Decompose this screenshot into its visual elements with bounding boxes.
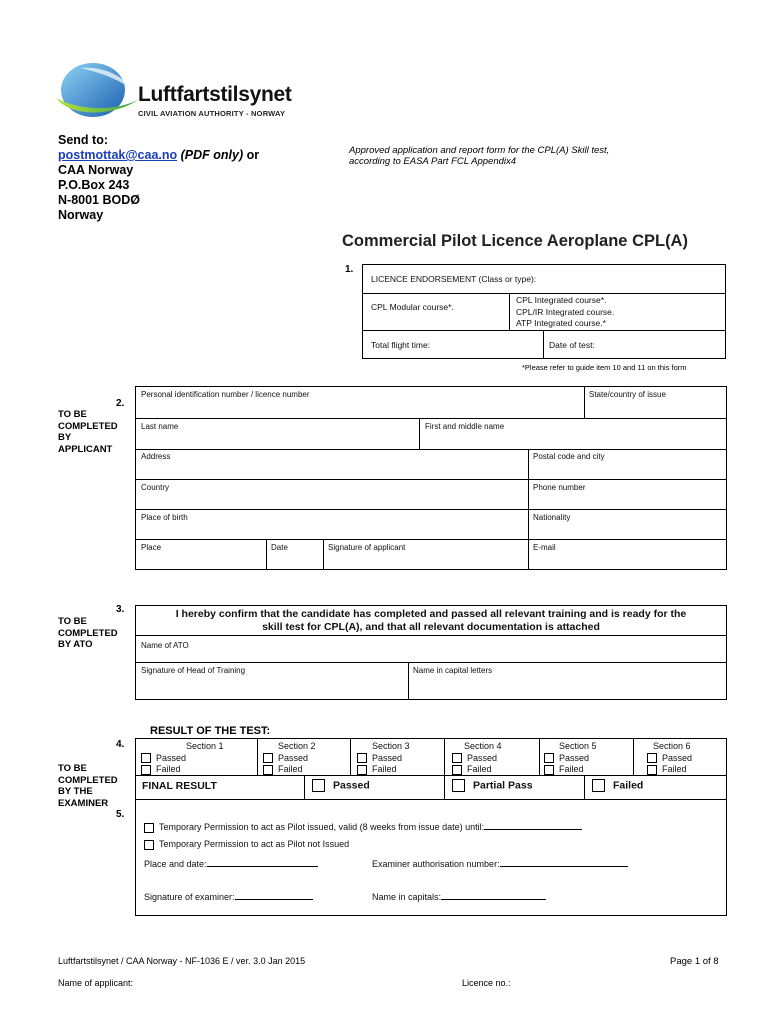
date-field[interactable]: Date (271, 543, 288, 552)
checkbox[interactable] (544, 753, 554, 763)
first-name-field[interactable]: First and middle name (425, 422, 505, 431)
checkbox[interactable] (452, 765, 462, 775)
temp-permission-not-issued-option[interactable] (144, 839, 349, 850)
section-label: Section 5 (559, 741, 597, 751)
integrated-option: CPL/IR Integrated course. (516, 306, 615, 317)
address-line: Norway (58, 208, 104, 222)
ato-confirmation (136, 608, 726, 634)
section-2-side-label (58, 409, 118, 455)
failed-option[interactable] (452, 764, 538, 776)
name-capitals-label: Name in capitals: (372, 892, 442, 902)
applicant-table (135, 386, 727, 570)
address-field[interactable]: Address (141, 452, 171, 461)
passed-label: Passed (278, 752, 309, 763)
failed-label: Failed (662, 764, 687, 774)
passed-label: Passed (372, 752, 403, 763)
passed-option[interactable] (544, 753, 632, 765)
side-label-line: BY THE (58, 786, 93, 797)
brand-subtitle: CIVIL AVIATION AUTHORITY - NORWAY (138, 109, 286, 118)
side-label-line: COMPLETED (58, 774, 118, 786)
modular-course-label: CPL Modular course (371, 302, 449, 312)
postal-code-field[interactable]: Postal code and city (533, 452, 605, 461)
place-date-line[interactable] (207, 858, 318, 867)
passed-option[interactable] (141, 753, 256, 765)
examiner-number-line[interactable] (500, 858, 628, 867)
total-flight-time-field[interactable]: Total flight time: (371, 340, 431, 350)
section-3-number: 3. (116, 604, 125, 615)
side-label-line: COMPLETED (58, 420, 118, 432)
temp-issued-label: Temporary Permission to act as Pilot issued, valid (8 weeks from issue date) until: (159, 822, 485, 832)
checkbox[interactable] (647, 753, 657, 763)
ato-table (135, 605, 727, 700)
checkbox[interactable] (452, 779, 465, 792)
passed-option[interactable] (639, 753, 725, 765)
examiner-signature-field[interactable] (144, 891, 313, 902)
section-4-result (452, 741, 538, 776)
examiner-table (135, 738, 727, 916)
side-label-line: APPLICANT (58, 443, 113, 455)
name-in-capitals-field[interactable] (372, 891, 546, 902)
send-to-block (58, 133, 259, 223)
failed-option[interactable] (639, 764, 725, 776)
ato-name-field[interactable]: Name of ATO (141, 641, 189, 650)
checkbox[interactable] (592, 779, 605, 792)
passed-label: Passed (662, 752, 693, 763)
failed-label: Failed (156, 764, 181, 774)
section-label: Section 2 (278, 741, 316, 751)
checkbox[interactable] (141, 765, 151, 775)
side-label-line: TO BE (58, 616, 87, 627)
country-field[interactable]: Country (141, 483, 170, 492)
personal-id-field[interactable]: Personal identification number / licence number (141, 390, 310, 399)
side-label-line: BY ATO (58, 639, 93, 650)
failed-option[interactable] (141, 764, 256, 776)
section-1-footnote: *Please refer to guide item 10 and 11 on this form (522, 363, 687, 372)
footer-document-id: Luftfartstilsynet / CAA Norway - NF-1036 E / ver. 3.0 Jan 2015 (58, 956, 306, 966)
section-2-number: 2. (116, 398, 125, 409)
side-label-line: TO BE (58, 763, 87, 774)
approved-line: Approved application and report form for the CPL(A) Skill test, (349, 145, 610, 156)
examiner-number-label: Examiner authorisation number: (372, 859, 500, 869)
failed-option[interactable] (544, 764, 632, 776)
approved-line: according to EASA Part FCL Appendix4 (349, 156, 517, 167)
integrated-course-options[interactable] (516, 295, 614, 330)
section-6-result (639, 741, 725, 776)
approved-text (349, 145, 609, 167)
section-label: Section 3 (372, 741, 410, 751)
checkbox[interactable] (263, 753, 273, 763)
section-label: Section 6 (653, 741, 691, 751)
page-title: Commercial Pilot Licence Aeroplane CPL(A) (342, 232, 688, 250)
temp-permission-issued-option[interactable] (144, 821, 582, 833)
failed-label: Failed (467, 764, 492, 774)
pdf-only-note: (PDF only) (180, 148, 244, 162)
side-label-line: TO BE (58, 409, 87, 420)
last-name-field[interactable]: Last name (141, 422, 179, 431)
final-result-label: FINAL RESULT (142, 780, 217, 792)
passed-label: Passed (559, 752, 590, 763)
section-1-number: 1. (345, 264, 354, 275)
page-number: Page 1 of 8 (670, 956, 719, 967)
email-field[interactable]: E-mail (533, 543, 556, 552)
valid-until-line[interactable] (484, 821, 582, 830)
passed-label: Passed (156, 752, 187, 763)
email-link[interactable]: postmottak@caa.no (58, 148, 178, 162)
checkbox[interactable] (357, 753, 367, 763)
checkbox[interactable] (452, 753, 462, 763)
failed-label: Failed (559, 764, 584, 774)
temp-not-issued-label: Temporary Permission to act as Pilot not Issued (159, 839, 350, 849)
side-label-line: COMPLETED (58, 627, 118, 639)
partial-pass-option[interactable] (452, 779, 533, 792)
place-of-birth-field[interactable]: Place of birth (141, 513, 188, 522)
final-passed-option[interactable] (312, 779, 370, 792)
failed-label: Failed (278, 764, 303, 774)
passed-label: Passed (467, 752, 498, 763)
modular-course-option[interactable]: CPL Modular course*. (371, 302, 454, 312)
place-and-date-field[interactable] (144, 858, 318, 869)
integrated-option: CPL Integrated course*. (516, 295, 607, 305)
confirmation-line: I hereby confirm that the candidate has completed and passed all relevant training and is ready for the (175, 608, 687, 620)
final-failed-option[interactable] (592, 779, 643, 792)
section-5-result (544, 741, 632, 776)
section-1-table (362, 264, 726, 359)
examiner-signature-line[interactable] (235, 891, 313, 900)
passed-option[interactable] (263, 753, 349, 765)
section-2-result (263, 741, 349, 776)
section-label: Section 4 (464, 741, 502, 751)
checkbox[interactable] (141, 753, 151, 763)
capital-name-field[interactable]: Name in capital letters (413, 666, 493, 675)
checkbox[interactable] (357, 765, 367, 775)
globe-swoosh-logo-icon (50, 60, 140, 130)
section-3-result (357, 741, 443, 776)
phone-field[interactable]: Phone number (533, 483, 586, 492)
name-capitals-line[interactable] (441, 891, 546, 900)
partial-pass-label: Partial Pass (473, 779, 533, 792)
address-line: N-8001 BODØ (58, 193, 140, 207)
checkbox[interactable] (144, 823, 154, 833)
checkbox[interactable] (647, 765, 657, 775)
section-label: Section 1 (186, 741, 224, 751)
final-failed-label: Failed (613, 779, 644, 792)
nationality-field[interactable]: Nationality (533, 513, 571, 522)
footer-applicant-name[interactable]: Name of applicant: (58, 978, 134, 988)
or-text: or (246, 148, 260, 162)
send-to-label: Send to: (58, 133, 108, 147)
final-passed-label: Passed (333, 779, 370, 792)
result-title: RESULT OF THE TEST: (150, 725, 271, 737)
passed-option[interactable] (357, 753, 443, 765)
failed-option[interactable] (357, 764, 443, 776)
section-4-number: 4. (116, 739, 125, 750)
checkbox[interactable] (544, 765, 554, 775)
head-of-training-signature-field[interactable]: Signature of Head of Training (141, 666, 246, 675)
integrated-option: ATP Integrated course.* (516, 318, 606, 328)
examiner-number-field[interactable] (372, 858, 628, 869)
failed-label: Failed (372, 764, 397, 774)
date-of-test-field[interactable]: Date of test: (549, 340, 595, 350)
section-5-number: 5. (116, 809, 125, 820)
licence-endorsement-label[interactable]: LICENCE ENDORSEMENT (Class or type): (371, 274, 537, 284)
checkbox[interactable] (144, 840, 154, 850)
brand-name: Luftfartstilsynet (138, 83, 292, 106)
failed-option[interactable] (263, 764, 349, 776)
checkbox[interactable] (263, 765, 273, 775)
place-field[interactable]: Place (141, 543, 162, 552)
applicant-signature-field[interactable]: Signature of applicant (328, 543, 406, 552)
examiner-signature-label: Signature of examiner: (144, 892, 235, 902)
section-4-side-label (58, 763, 118, 809)
address-line: P.O.Box 243 (58, 178, 130, 192)
address-line: CAA Norway (58, 163, 134, 177)
checkbox[interactable] (312, 779, 325, 792)
side-label-line: BY (58, 432, 72, 443)
passed-option[interactable] (452, 753, 538, 765)
section-1-result (141, 741, 256, 776)
confirmation-line: skill test for CPL(A), and that all relevant documentation is attached (262, 621, 600, 633)
side-label-line: EXAMINER (58, 797, 109, 809)
section-3-side-label (58, 616, 118, 651)
state-country-field[interactable]: State/country of issue (589, 390, 666, 399)
footer-licence-number[interactable]: Licence no.: (462, 978, 511, 988)
place-date-label: Place and date: (144, 859, 207, 869)
